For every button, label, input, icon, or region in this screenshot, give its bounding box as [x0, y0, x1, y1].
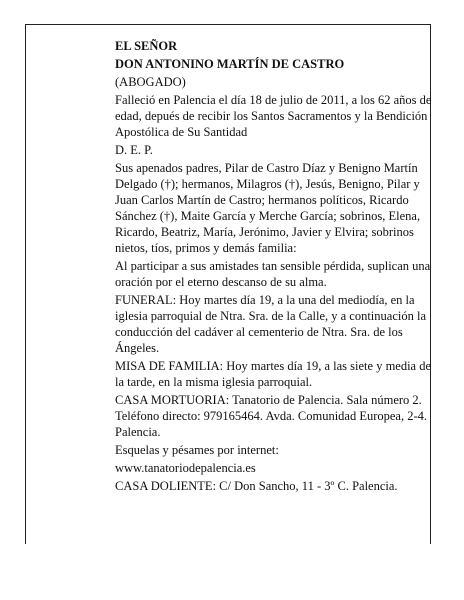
deceased-name: DON ANTONINO MARTÍN DE CASTRO — [115, 57, 345, 71]
profession: (ABOGADO) — [115, 75, 186, 89]
family-list: Sus apenados padres, Pilar de Castro Díaz y Benigno Martín Delgado (†); hermanos, Milagros (†), Jesús, Benigno, Pilar y Juan Carlos Martín de Castro; hermanos políticos, Ricardo Sánchez (†), Maite García y Merche García; sobrinos, Elena, Ricardo, Beatriz, María, Jerónimo, Javier y Elvira; sobrinos nietos, tíos, primos y demás familia: — [115, 161, 421, 255]
title-line-1: EL SEÑOR — [115, 39, 178, 53]
obituary-notice — [115, 38, 433, 496]
website-link[interactable]: www.tanatoriodepalencia.es — [115, 461, 256, 475]
internet-label: Esquelas y pésames por internet: — [115, 443, 279, 457]
mortuary-info: CASA MORTUORIA: Tanatorio de Palencia. Sala número 2. Teléfono directo: 979165464. Avda. Comunidad Europea, 2-4. Palencia. — [115, 393, 428, 439]
funeral-info: FUNERAL: Hoy martes día 19, a la una del mediodía, en la iglesia parroquial de Ntra. Sra. de la Calle, y a continuación la conducción del cadáver al cementerio de Ntra. Sra. de los Ángeles. — [115, 293, 426, 355]
dep-line: D. E. P. — [115, 143, 153, 157]
prayer-request: Al participar a sus amistades tan sensible pérdida, suplican una oración por el eterno descanso de su alma. — [115, 259, 431, 289]
family-mass-info: MISA DE FAMILIA: Hoy martes día 19, a las siete y media de la tarde, en la misma iglesia parroquial. — [115, 359, 432, 389]
death-announcement: Falleció en Palencia el día 18 de julio de 2011, a los 62 años de edad, depués de recibir los Santos Sacramentos y la Bendición Apostólica de Su Santidad — [115, 93, 432, 139]
mourning-home-info: CASA DOLIENTE: C/ Don Sancho, 11 - 3º C. Palencia. — [115, 479, 398, 493]
